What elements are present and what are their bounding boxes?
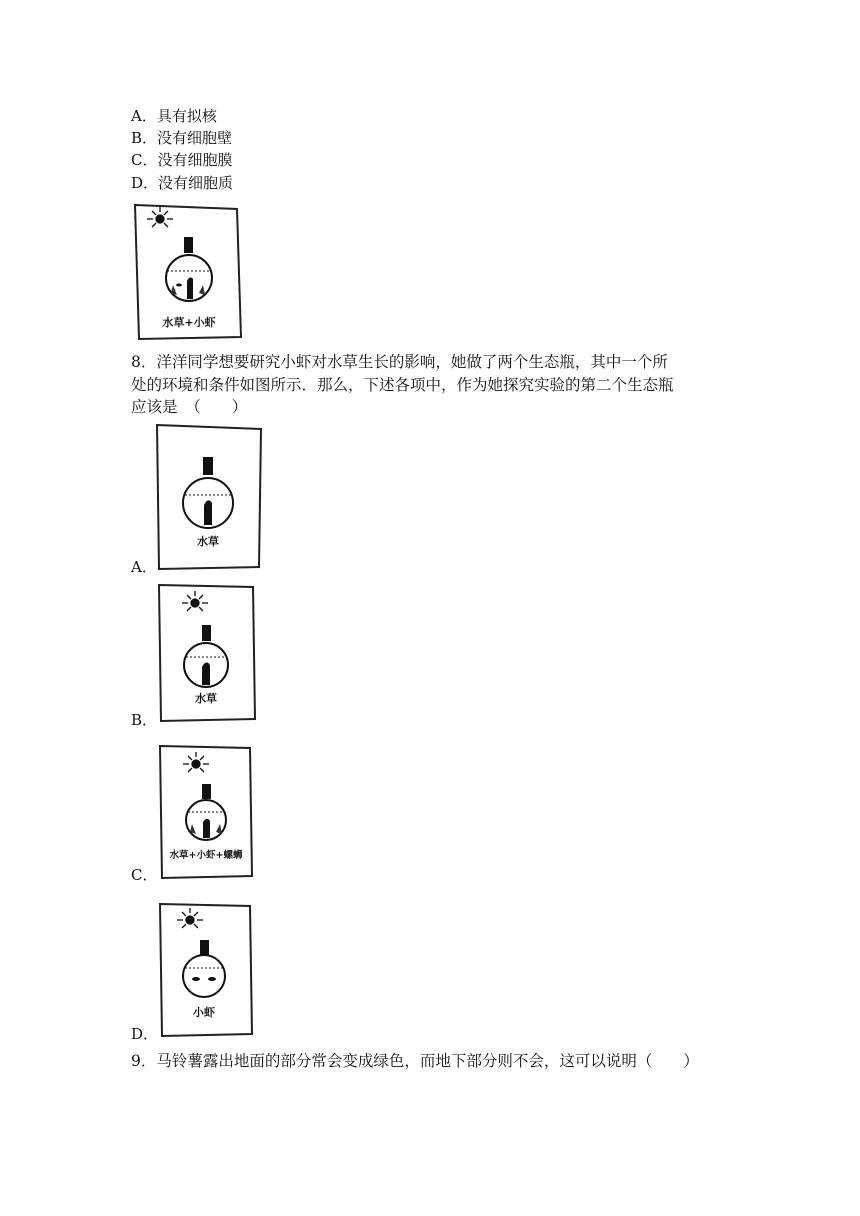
option-d-caption: 小虾 xyxy=(193,1006,215,1019)
q7-option-c: C．没有细胞膜 xyxy=(131,151,233,169)
option-b-caption: 水草 xyxy=(195,692,217,705)
option-a-flask-figure xyxy=(155,423,265,571)
option-c-flask-figure xyxy=(158,744,254,880)
option-b-flask-figure xyxy=(157,583,257,723)
question-9-stem: 9．马铃薯露出地面的部分常会变成绿色，而地下部分则不会，这可以说明（ ） xyxy=(131,1052,699,1070)
option-c-caption: 水草+小虾+螺蛳 xyxy=(169,850,243,861)
option-d-flask-figure xyxy=(158,902,254,1038)
q8-line-1: 8．洋洋同学想要研究小虾对水草生长的影响，她做了两个生态瓶，其中一个所 xyxy=(131,353,668,371)
q7-option-b: B．没有细胞壁 xyxy=(131,129,233,147)
q8-line-2: 处的环境和条件如图所示．那么，下述各项中，作为她探究实验的第二个生态瓶 xyxy=(131,375,674,394)
q7-option-a: A．具有拟核 xyxy=(131,107,217,125)
q8-line-3: 应该是 （ ） xyxy=(131,398,248,416)
reference-flask-figure xyxy=(133,203,245,341)
reference-caption: 水草+小虾 xyxy=(162,316,216,329)
option-a-caption: 水草 xyxy=(197,535,219,548)
option-b-label: B． xyxy=(131,711,158,729)
question-8-stem xyxy=(131,351,741,419)
option-c-label: C． xyxy=(131,866,158,884)
option-a-label: A． xyxy=(131,558,157,576)
option-d-label: D． xyxy=(131,1025,159,1043)
q7-option-d: D．没有细胞质 xyxy=(131,174,234,192)
